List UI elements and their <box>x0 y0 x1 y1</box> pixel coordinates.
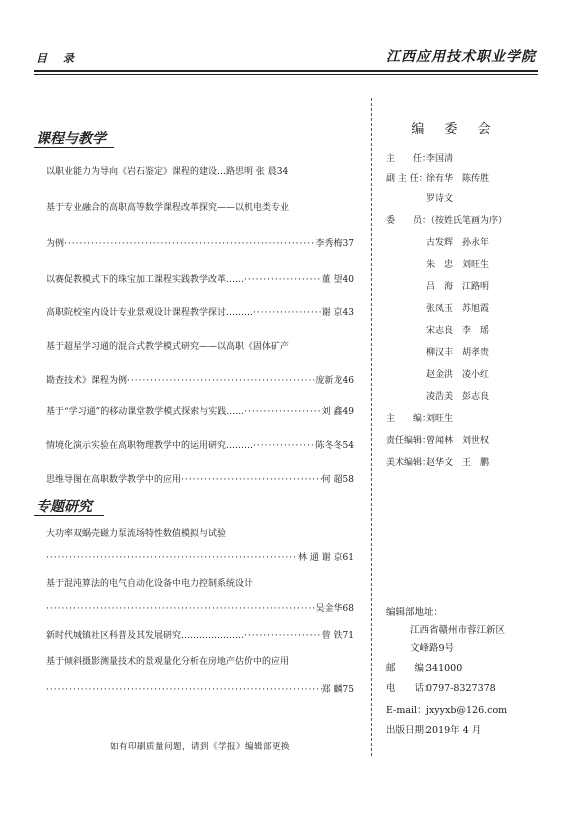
board-value: 赵华文 王 鹏 <box>426 458 490 468</box>
email-value[interactable]: jxyyxb@126.com <box>426 705 508 716</box>
board-row <box>426 366 572 384</box>
toc-line[interactable] <box>46 628 354 644</box>
toc-title: 高职院校室内设计专业景观设计课程教学探讨……… <box>46 308 254 318</box>
board-value: 宋志良 李 瑶 <box>426 326 490 336</box>
board-row <box>426 278 572 296</box>
address-line-1: 江西省赣州市蓉江新区 <box>410 625 506 636</box>
toc-leader <box>46 682 322 698</box>
header-rule <box>34 70 538 72</box>
date-row <box>386 722 481 740</box>
toc-line[interactable]: 大功率双蜗壳磁力泵流场特性数值模拟与试验 <box>46 529 227 539</box>
print-quality-notice: 如有印刷质量问题，请到《学报》编辑部更换 <box>109 742 290 752</box>
toc-leader <box>181 472 322 488</box>
toc-leader <box>244 628 322 644</box>
board-value: 赵金洪 凌小红 <box>426 370 490 380</box>
toc-line[interactable]: 基于混沌算法的电气自动化设备中电力控制系统设计 <box>46 579 254 589</box>
toc-line[interactable] <box>46 438 354 454</box>
email-label: E-mail： <box>386 705 427 716</box>
toc-title: 为例 <box>46 239 65 249</box>
board-label: 副 主 任： <box>386 174 428 184</box>
board-row <box>386 410 546 428</box>
board-value: （按姓氏笔画为序） <box>426 216 508 226</box>
date-value: 2019年 4 月 <box>426 725 482 736</box>
toc-leader <box>46 550 298 566</box>
board-row <box>426 300 572 318</box>
section-title-special-research: 专题研究 <box>36 499 92 515</box>
zip-value: 341000 <box>426 663 463 674</box>
board-label: 主 任： <box>386 154 432 164</box>
toc-author-page: 何 超58 <box>321 475 354 485</box>
board-value: 吕 海 江路明 <box>426 282 490 292</box>
board-value: 柳汉丰 胡孝贵 <box>426 348 490 358</box>
toc-author-page: 曾 铁71 <box>321 631 354 641</box>
board-value: 古发辉 孙永年 <box>426 238 490 248</box>
board-value: 朱 忠 刘旺生 <box>426 260 490 270</box>
toc-title: 勘查技术》课程为例 <box>46 376 128 386</box>
toc-title: 情境化演示实验在高职物理教学中的运用研究……… <box>46 441 254 451</box>
toc-author-page: 林 通 谢 京61 <box>297 553 354 563</box>
board-label: 主 编： <box>386 414 432 424</box>
board-value: 凌浩美 彭志良 <box>426 392 490 402</box>
toc-line[interactable] <box>46 272 354 288</box>
board-row <box>426 234 572 252</box>
toc-leader <box>64 236 316 252</box>
toc-line[interactable]: 以职业能力为导向《岩石鉴定》课程的建设…路思明 张 晨34 <box>46 167 289 177</box>
email-row <box>386 702 507 720</box>
header-rule-thin <box>34 74 538 75</box>
phone-label: 电 话： <box>386 683 434 694</box>
toc-leader <box>127 373 316 389</box>
column-divider <box>371 98 372 756</box>
toc-leader <box>46 601 316 617</box>
toc-author-page: 庞新龙46 <box>315 376 354 386</box>
toc-leader <box>244 404 321 420</box>
toc-author-page: 谢 京43 <box>321 308 354 318</box>
toc-line[interactable]: 基于超星学习通的混合式教学模式研究——以高职《固体矿产 <box>46 342 290 352</box>
board-row <box>386 150 546 168</box>
board-value: 张凤玉 苏旭霞 <box>426 304 490 314</box>
board-row <box>386 454 546 472</box>
address-line-2: 文峰路9号 <box>410 643 455 654</box>
board-row <box>386 432 546 450</box>
board-value: 曾闻林 刘世权 <box>426 436 490 446</box>
toc-leader <box>253 305 322 321</box>
header-title-contents: 目 录 <box>36 52 80 65</box>
toc-author-page: 陈冬冬54 <box>315 441 354 451</box>
toc-line[interactable] <box>46 601 354 617</box>
zip-row <box>386 660 462 678</box>
section-underline <box>34 515 104 516</box>
phone-value: 0797-8327378 <box>426 683 496 694</box>
editorial-board-title: 编 委 会 <box>411 122 499 137</box>
toc-line[interactable]: 基于倾斜摄影测量技术的景观量化分析在房地产估价中的应用 <box>46 657 290 667</box>
toc-line[interactable] <box>46 305 354 321</box>
toc-title: 新时代城镇社区科普及其发展研究………………… <box>46 631 245 641</box>
toc-title: 以赛促教模式下的珠宝加工课程实践教学改革…… <box>46 275 245 285</box>
board-value: 刘旺生 <box>426 414 454 424</box>
section-title-curriculum: 课程与教学 <box>36 131 106 147</box>
toc-author-page: 李秀梅37 <box>315 239 354 249</box>
date-label: 出版日期： <box>386 725 434 736</box>
board-row <box>426 190 572 208</box>
toc-title: 思维导图在高职数学教学中的应用 <box>46 475 182 485</box>
toc-title: 基于“学习通”的移动课堂教学模式探索与实践…… <box>46 407 245 417</box>
board-value: 李国清 <box>426 154 454 164</box>
board-row <box>426 322 572 340</box>
toc-author-page: 郑 麟75 <box>321 685 354 695</box>
board-label: 委 员： <box>386 216 432 226</box>
board-row <box>426 344 572 362</box>
toc-line[interactable] <box>46 550 354 566</box>
board-row <box>386 170 546 188</box>
toc-leader <box>253 438 316 454</box>
board-label: 责任编辑： <box>386 436 432 446</box>
toc-leader <box>244 272 322 288</box>
zip-label: 邮 编： <box>386 663 434 674</box>
toc-line[interactable] <box>46 236 354 252</box>
section-underline <box>34 147 114 148</box>
board-row <box>426 388 572 406</box>
toc-author-page: 董 望40 <box>321 275 354 285</box>
toc-line[interactable] <box>46 373 354 389</box>
board-value: 徐有华 陈传胜 <box>426 174 490 184</box>
board-label: 美术编辑： <box>386 458 432 468</box>
phone-row <box>386 680 496 698</box>
board-row <box>426 256 572 274</box>
toc-line[interactable]: 基于专业融合的高职高等数学课程改革探究——以机电类专业 <box>46 203 290 213</box>
address-label: 编辑部地址： <box>386 607 444 618</box>
toc-line[interactable] <box>46 404 354 420</box>
header-school-name: 江西应用技术职业学院 <box>386 49 536 65</box>
toc-author-page: 吴金华68 <box>315 604 354 614</box>
board-row <box>386 212 546 230</box>
toc-author-page: 刘 鑫49 <box>321 407 354 417</box>
toc-line[interactable] <box>46 472 354 488</box>
board-value: 罗诗文 <box>426 194 454 204</box>
toc-line[interactable] <box>46 682 354 698</box>
